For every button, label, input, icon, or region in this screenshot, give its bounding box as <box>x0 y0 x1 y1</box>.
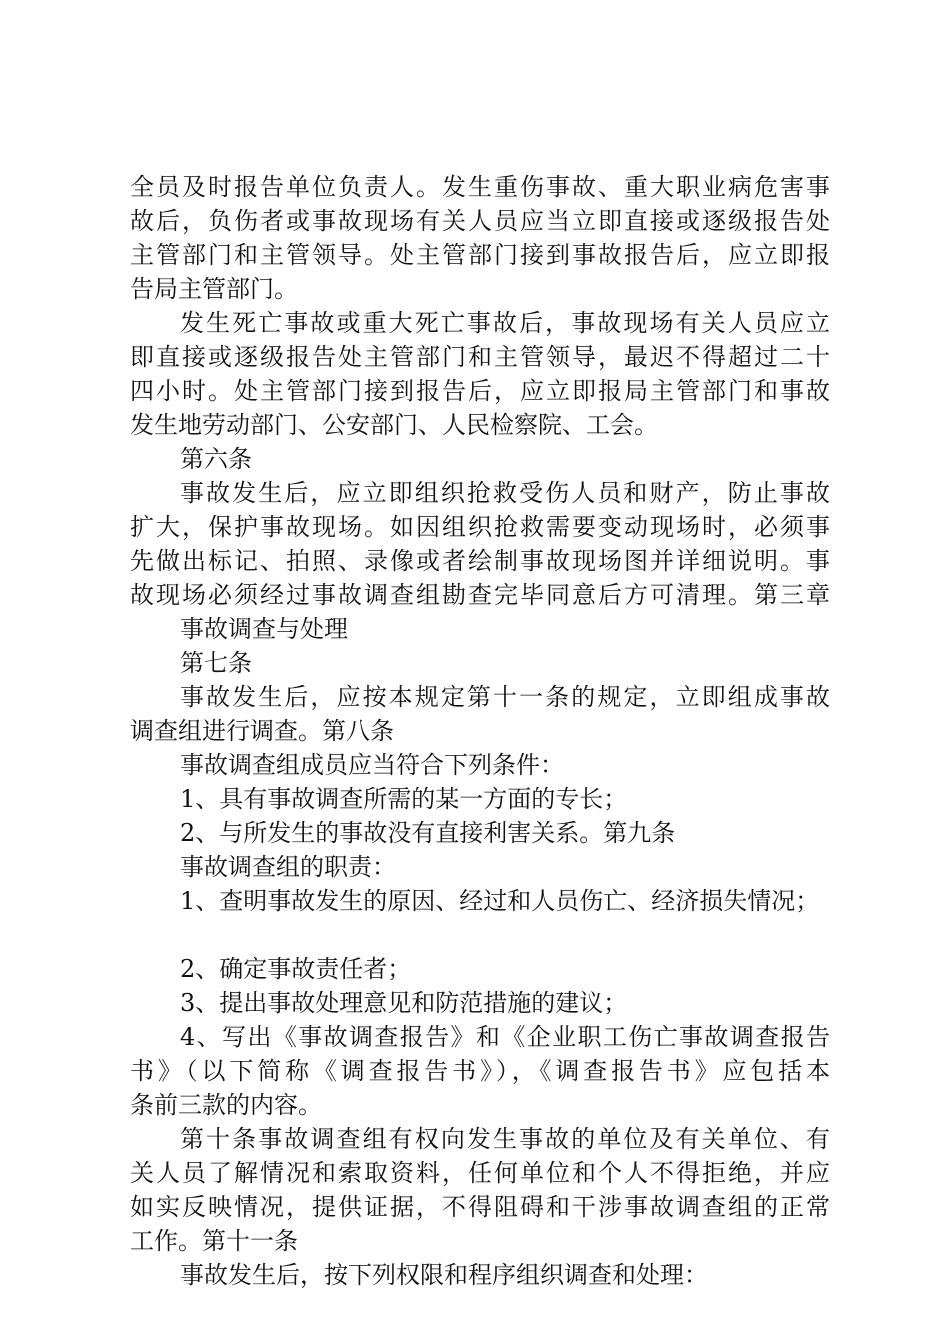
text-line: 事故调查组的职责： <box>180 853 396 881</box>
text-line: 事故发生后，应按本规定第十一条的规定，立即组成事故 <box>180 683 830 711</box>
list-item: 1、具有事故调查所需的某一方面的专长； <box>180 785 628 813</box>
text-line: 条前三款的内容。 <box>130 1091 322 1119</box>
text-line: 事故调查组成员应当符合下列条件： <box>180 751 564 779</box>
text-line: 工作。第十一条 <box>130 1227 298 1255</box>
text-line: 发生死亡事故或重大死亡事故后，事故现场有关人员应立 <box>180 309 830 337</box>
text-line: 如实反映情况，提供证据，不得阻碍和干涉事故调查组的正常 <box>130 1193 830 1221</box>
list-item: 2、确定事故责任者； <box>180 955 412 983</box>
list-item: 3、提出事故处理意见和防范措施的建议； <box>180 989 628 1017</box>
text-line: 即直接或逐级报告处主管部门和主管领导，最迟不得超过二十 <box>130 343 830 371</box>
list-item: 4、写出《事故调查报告》和《企业职工伤亡事故调查报告 <box>180 1023 830 1051</box>
text-line: 故现场必须经过事故调查组勘查完毕同意后方可清理。第三章 <box>130 581 830 609</box>
text-line: 全员及时报告单位负责人。发生重伤事故、重大职业病危害事 <box>130 173 830 201</box>
text-line: 故后，负伤者或事故现场有关人员应当立即直接或逐级报告处 <box>130 207 830 235</box>
text-line: 事故发生后，应立即组织抢救受伤人员和财产，防止事故 <box>180 479 830 507</box>
text-line: 先做出标记、拍照、录像或者绘制事故现场图并详细说明。事 <box>130 547 830 575</box>
chapter-title: 事故调查与处理 <box>180 615 348 643</box>
text-line: 第十条事故调查组有权向发生事故的单位及有关单位、有 <box>180 1125 830 1153</box>
text-line: 告局主管部门。 <box>130 275 298 303</box>
text-line: 调查组进行调查。第八条 <box>130 717 394 745</box>
list-item: 1、查明事故发生的原因、经过和人员伤亡、经济损失情况； <box>180 887 820 915</box>
text-line: 扩大，保护事故现场。如因组织抢救需要变动现场时，必须事 <box>130 513 830 541</box>
list-item: 2、与所发生的事故没有直接利害关系。第九条 <box>180 819 676 847</box>
text-line: 发生地劳动部门、公安部门、人民检察院、工会。 <box>130 411 658 439</box>
text-line: 事故发生后，按下列权限和程序组织调查和处理： <box>180 1261 708 1289</box>
text-line: 书》（以下简称《调查报告书》），《调查报告书》应包括本 <box>130 1057 830 1085</box>
article-heading: 第七条 <box>180 649 252 677</box>
text-line: 主管部门和主管领导。处主管部门接到事故报告后，应立即报 <box>130 241 830 269</box>
article-heading: 第六条 <box>180 445 252 473</box>
text-line: 关人员了解情况和索取资料，任何单位和个人不得拒绝，并应 <box>130 1159 830 1187</box>
text-line: 四小时。处主管部门接到报告后，应立即报局主管部门和事故 <box>130 377 830 405</box>
